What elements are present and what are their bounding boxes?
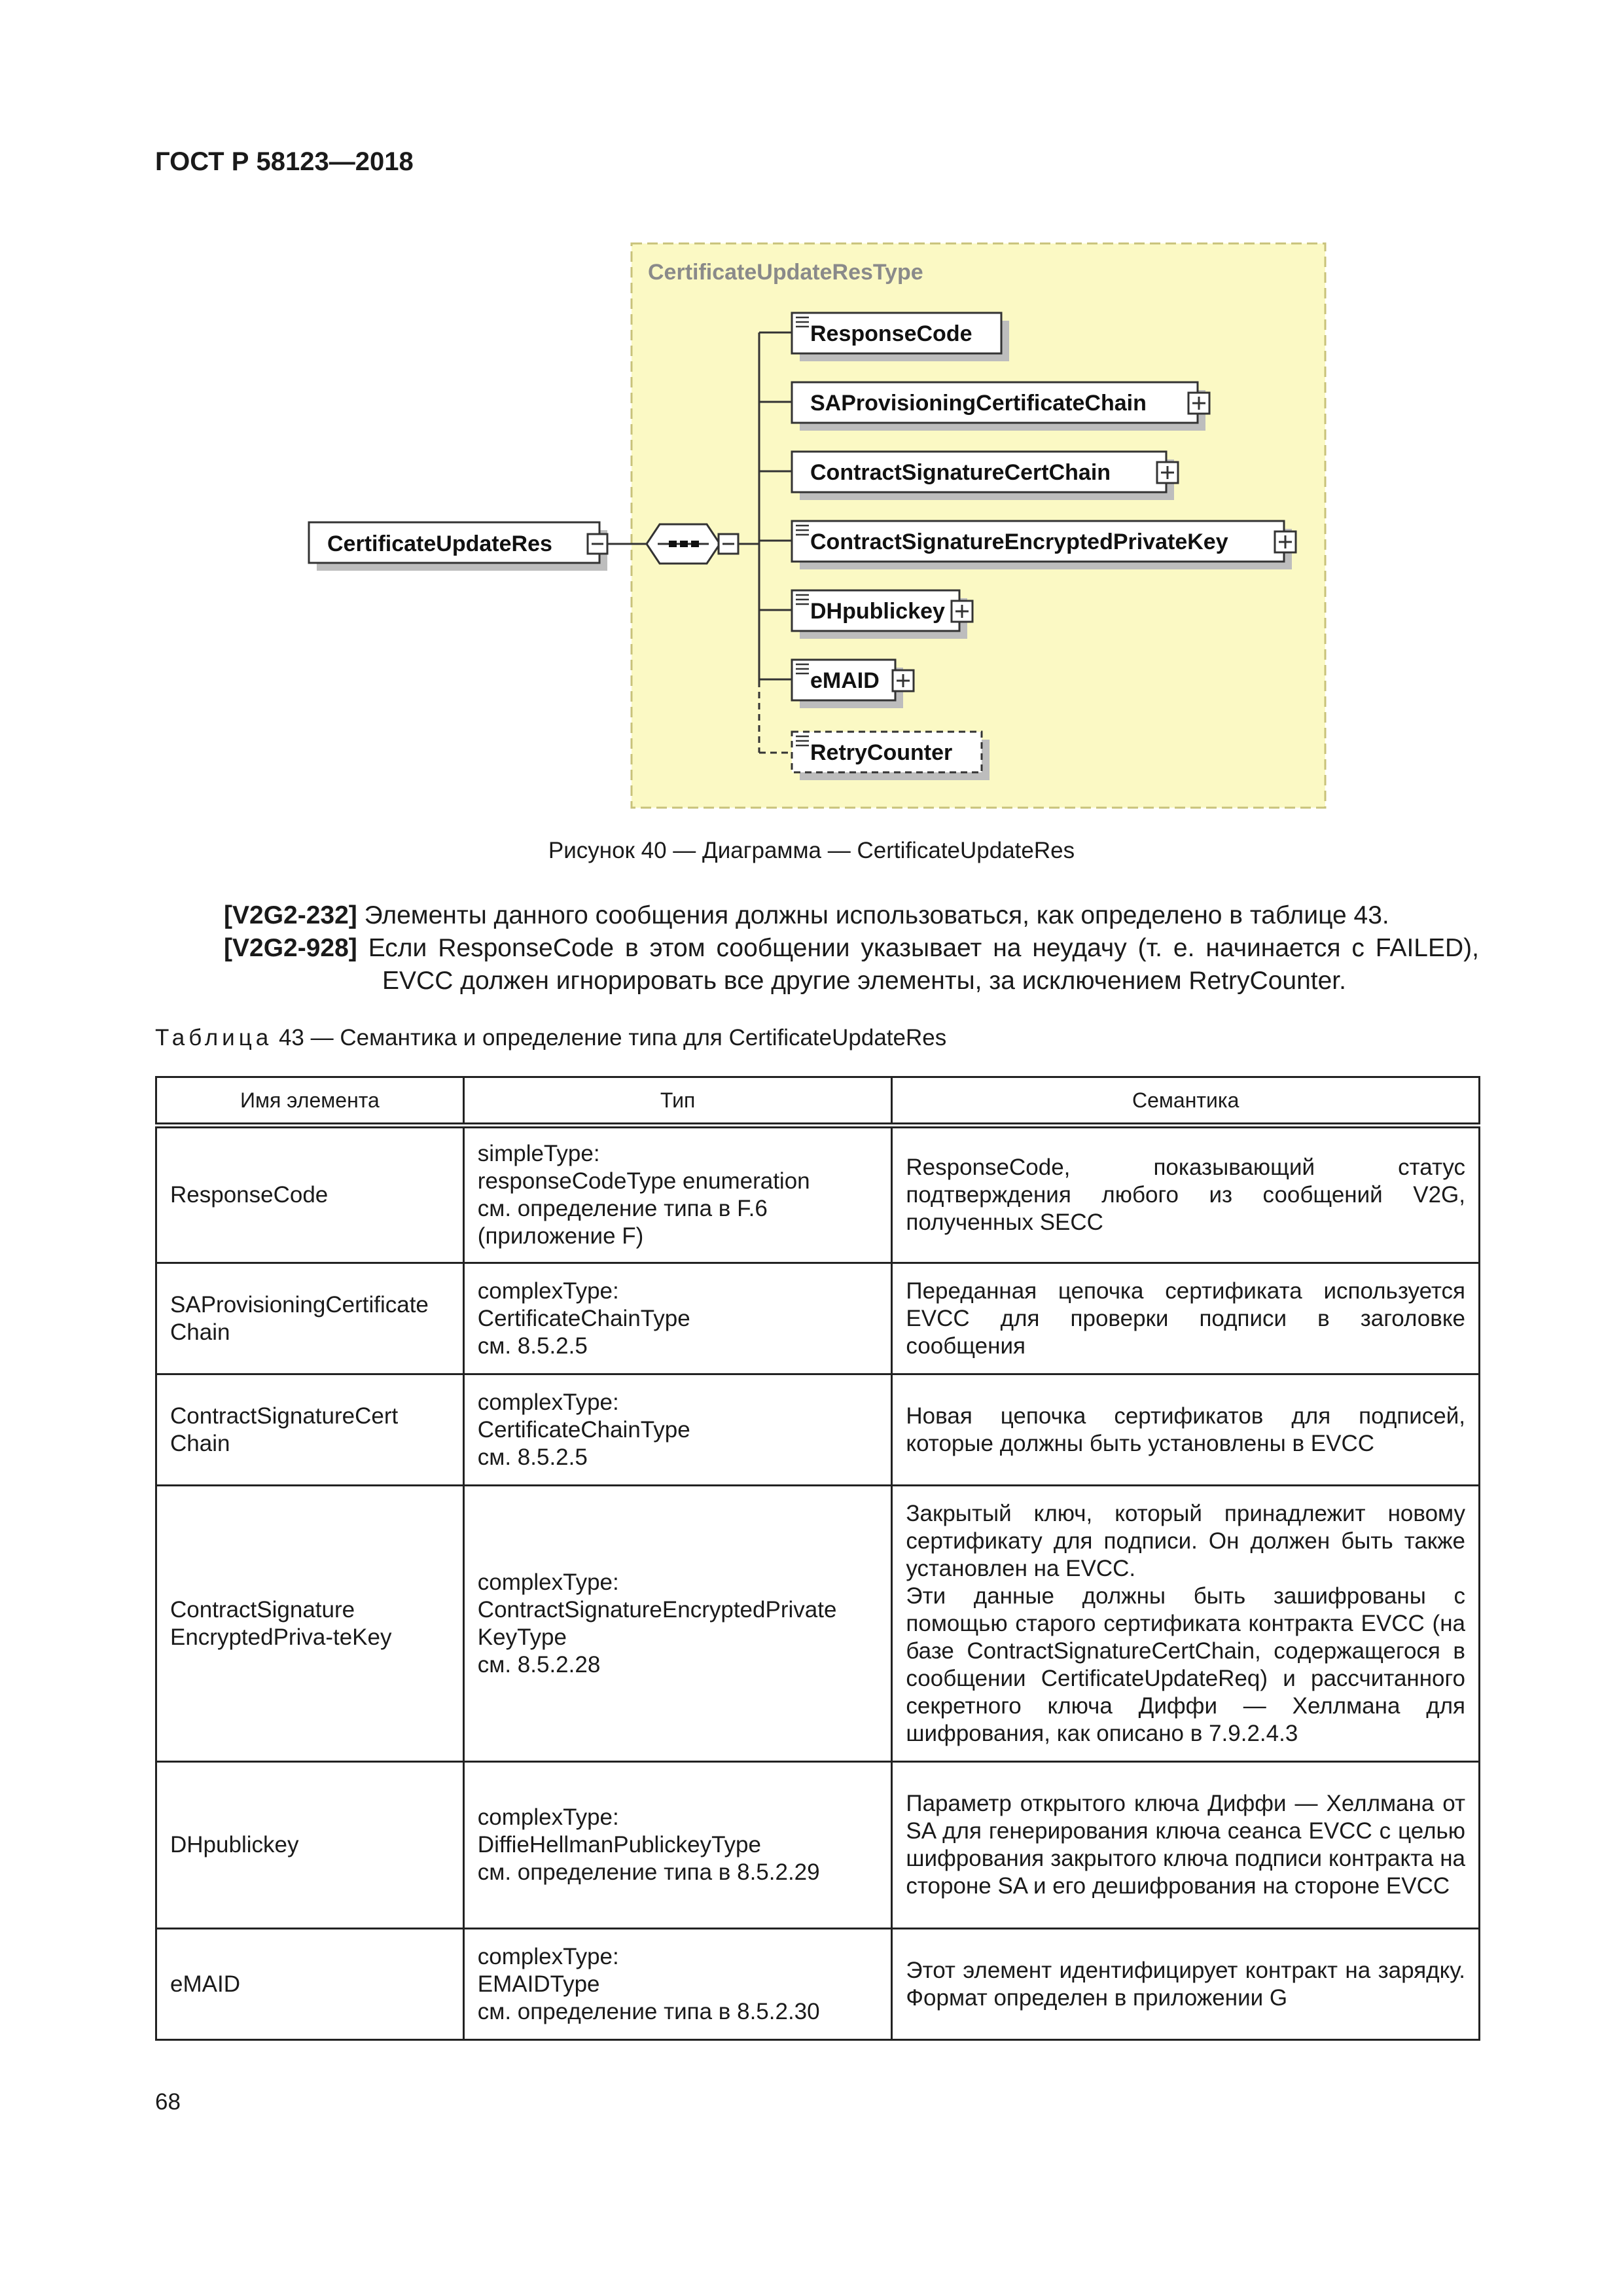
page-number: 68 (155, 2089, 181, 2115)
semantics-cell: Этот элемент идентифицирует контракт на зарядку. Формат определен в приложении G (892, 1929, 1480, 2040)
child-label: RetryCounter (810, 740, 953, 765)
semantics-cell: Новая цепочка сертификатов для подписей, которые должны быть установлены в EVCC (892, 1374, 1480, 1486)
table-caption-prefix: Таблица (155, 1025, 273, 1050)
child-element-contract-signature-cert-chain (792, 452, 1178, 500)
root-element-label: CertificateUpdateRes (327, 531, 552, 556)
collapse-icon (588, 534, 607, 554)
table-header-row (156, 1077, 1480, 1126)
child-element-retry-counter (792, 732, 990, 780)
element-name-cell: eMAID (156, 1929, 464, 2040)
semantics-cell: ResponseCode, показывающий статус подтверждения любого из сообщений V2G, полученных SECC (892, 1126, 1480, 1263)
child-label: SAProvisioningCertificateChain (810, 391, 1147, 416)
column-header: Тип (463, 1077, 892, 1126)
type-cell: complexType: CertificateChainType см. 8.5.2.5 (463, 1263, 892, 1374)
requirement-id: [V2G2-232] (224, 901, 357, 929)
type-cell: complexType: CertificateChainType см. 8.5.2.5 (463, 1374, 892, 1486)
element-name-cell: DHpublickey (156, 1762, 464, 1929)
table-row (156, 1929, 1480, 2040)
table-row (156, 1263, 1480, 1374)
child-element-emaid (792, 660, 914, 708)
element-name-cell: ContractSignatureCert Chain (156, 1374, 464, 1486)
collapse-icon (719, 534, 738, 554)
child-label: eMAID (810, 668, 880, 693)
table-row (156, 1762, 1480, 1929)
expand-icon (952, 601, 972, 622)
element-name-cell: ResponseCode (156, 1126, 464, 1263)
column-header: Семантика (892, 1077, 1480, 1126)
expand-icon (1275, 531, 1296, 552)
table-row (156, 1374, 1480, 1486)
type-cell: complexType: EMAIDType см. определение типа в 8.5.2.30 (463, 1929, 892, 2040)
requirement-text-continued: EVCC должен игнорировать все другие элементы, за исключением RetryCounter. (382, 967, 1346, 995)
table-caption (155, 1025, 946, 1051)
expand-icon (1157, 462, 1178, 483)
element-name-cell: SAProvisioningCertificate Chain (156, 1263, 464, 1374)
type-cell: complexType: DiffieHellmanPublickeyType см. определение типа в 8.5.2.29 (463, 1762, 892, 1929)
element-name-cell: ContractSignature EncryptedPriva-teKey (156, 1486, 464, 1762)
schema-diagram (0, 0, 1623, 825)
requirement-928 (224, 932, 1479, 997)
requirement-id: [V2G2-928] (224, 934, 357, 962)
child-element-dh-publickey (792, 590, 972, 639)
type-label: CertificateUpdateResType (648, 260, 923, 285)
expand-icon (893, 670, 914, 691)
expand-icon (1188, 393, 1209, 414)
semantics-cell: Параметр открытого ключа Диффи — Хеллмана от SA для генерирования ключа сеанса EVCC с целью шифрования закрытого ключа подписи контракта на стороне SA и его дешифрования на стороне EVCC (892, 1762, 1480, 1929)
requirement-text: Если ResponseCode в этом сообщении указывает на неудачу (т. е. начинается с FAILED), (368, 934, 1479, 962)
child-element-response-code (792, 313, 1009, 361)
child-element-sa-provisioning-certificate-chain (792, 382, 1209, 431)
table-row (156, 1126, 1480, 1263)
column-header: Имя элемента (156, 1077, 464, 1126)
child-label: ResponseCode (810, 321, 972, 346)
table-caption-text: 43 — Семантика и определение типа для CertificateUpdateRes (272, 1025, 947, 1050)
semantics-table (155, 1076, 1480, 2041)
semantics-cell: Переданная цепочка сертификата используется EVCC для проверки подписи в заголовке сообщения (892, 1263, 1480, 1374)
table-row (156, 1486, 1480, 1762)
child-label: ContractSignatureCertChain (810, 460, 1111, 485)
requirement-text: Элементы данного сообщения должны использоваться, как определено в таблице 43. (364, 901, 1389, 929)
figure-caption: Рисунок 40 — Диаграмма — CertificateUpdateRes (548, 838, 1075, 863)
standard-header: ГОСТ Р 58123—2018 (155, 147, 414, 176)
child-label: DHpublickey (810, 599, 945, 624)
requirement-232 (224, 899, 1479, 932)
type-cell: complexType: ContractSignatureEncryptedPrivate KeyType см. 8.5.2.28 (463, 1486, 892, 1762)
child-label: ContractSignatureEncryptedPrivateKey (810, 529, 1228, 554)
semantics-cell: Закрытый ключ, который принадлежит новому сертификату для подписи. Он должен быть также установлен на EVCC. Эти данные должны быть зашифрованы с помощью старого сертификата контракта EVCC (на базе ContractSignatureCertChain, содержащегося в сообщении CertificateUpdateReq) и рассчитанного секретного ключа Диффи — Хеллмана для шифрования, как описано в 7.9.2.4.3 (892, 1486, 1480, 1762)
child-element-contract-signature-encrypted-private-key (792, 521, 1296, 569)
type-cell: simpleType: responseCodeType enumeration см. определение типа в F.6 (приложение F) (463, 1126, 892, 1263)
